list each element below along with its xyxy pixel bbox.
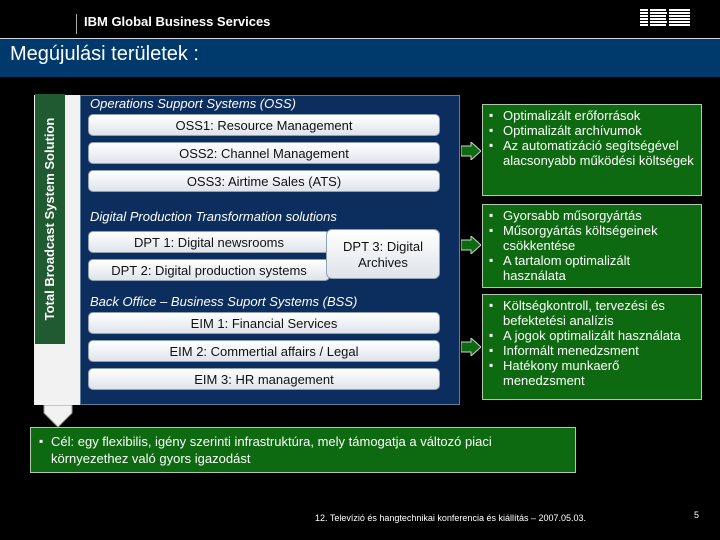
benefit-box-bss <box>482 294 702 400</box>
side-label: Total Broadcast System Solution <box>42 117 57 321</box>
benefit-item: ▪ Költségkontroll, tervezési és befektetési analízis <box>489 298 695 328</box>
title-bar <box>0 38 720 77</box>
right-arrow-icon <box>461 338 481 356</box>
benefit-item: ▪ Informált menedzsment <box>489 343 695 358</box>
pill-oss2: OSS2: Channel Management <box>88 142 440 164</box>
brand-label: IBM Global Business Services <box>84 14 271 29</box>
section-title-oss: Operations Support Systems (OSS) <box>90 96 296 111</box>
pill-dpt3 <box>326 229 440 279</box>
benefit-item: ▪ Gyorsabb műsorgyártás <box>489 208 695 223</box>
header-bar <box>0 0 720 38</box>
page-title: Megújulási területek : <box>10 43 199 65</box>
down-arrow-icon <box>38 405 78 427</box>
benefit-item: ▪ A tartalom optimalizált használata <box>489 253 695 283</box>
pill-dpt2: DPT 2: Digital production systems <box>88 259 330 281</box>
benefit-box-oss <box>482 104 702 196</box>
benefit-item: ▪ Műsorgyártás költségeinek csökkentése <box>489 223 695 253</box>
right-arrow-icon <box>461 236 481 254</box>
pill-dpt3-line1: DPT 3: Digital <box>343 239 423 254</box>
pill-eim3: EIM 3: HR management <box>88 368 440 390</box>
header-divider <box>76 14 77 34</box>
right-arrow-icon <box>461 142 481 160</box>
section-title-bss: Back Office – Business Suport Systems (BSS) <box>90 294 358 309</box>
benefit-item: ▪ Optimalizált erőforrások <box>489 108 695 123</box>
benefit-item: ▪ Optimalizált archívumok <box>489 123 695 138</box>
side-label-box <box>35 94 65 344</box>
pill-oss3: OSS3: Airtime Sales (ATS) <box>88 170 440 192</box>
pill-dpt3-line2: Archives <box>358 255 408 270</box>
pill-eim2: EIM 2: Commertial affairs / Legal <box>88 340 440 362</box>
section-title-dpt: Digital Production Transformation solutions <box>90 209 337 224</box>
benefit-item: ▪ Hatékony munkaerő menedzsment <box>489 358 695 388</box>
benefit-box-dpt <box>482 204 702 288</box>
page-number: 5 <box>694 510 700 520</box>
ibm-logo <box>640 9 690 29</box>
pill-dpt1: DPT 1: Digital newsrooms <box>88 231 330 253</box>
pill-eim1: EIM 1: Financial Services <box>88 312 440 334</box>
goal-box <box>30 427 576 473</box>
footer-text: 12. Televízió és hangtechnikai konferencia és kiállítás – 2007.05.03. <box>315 513 587 523</box>
benefit-item: ▪ Az automatizáció segítségével alacsonyabb működési költségek <box>489 138 695 168</box>
pill-oss1: OSS1: Resource Management <box>88 114 440 136</box>
benefit-item: ▪ A jogok optimalizált használata <box>489 328 695 343</box>
goal-text: ▪ Cél: egy flexibilis, igény szerinti infrastruktúra, mely támogatja a változó piaci környezethez való gyors igazodást <box>39 433 567 467</box>
